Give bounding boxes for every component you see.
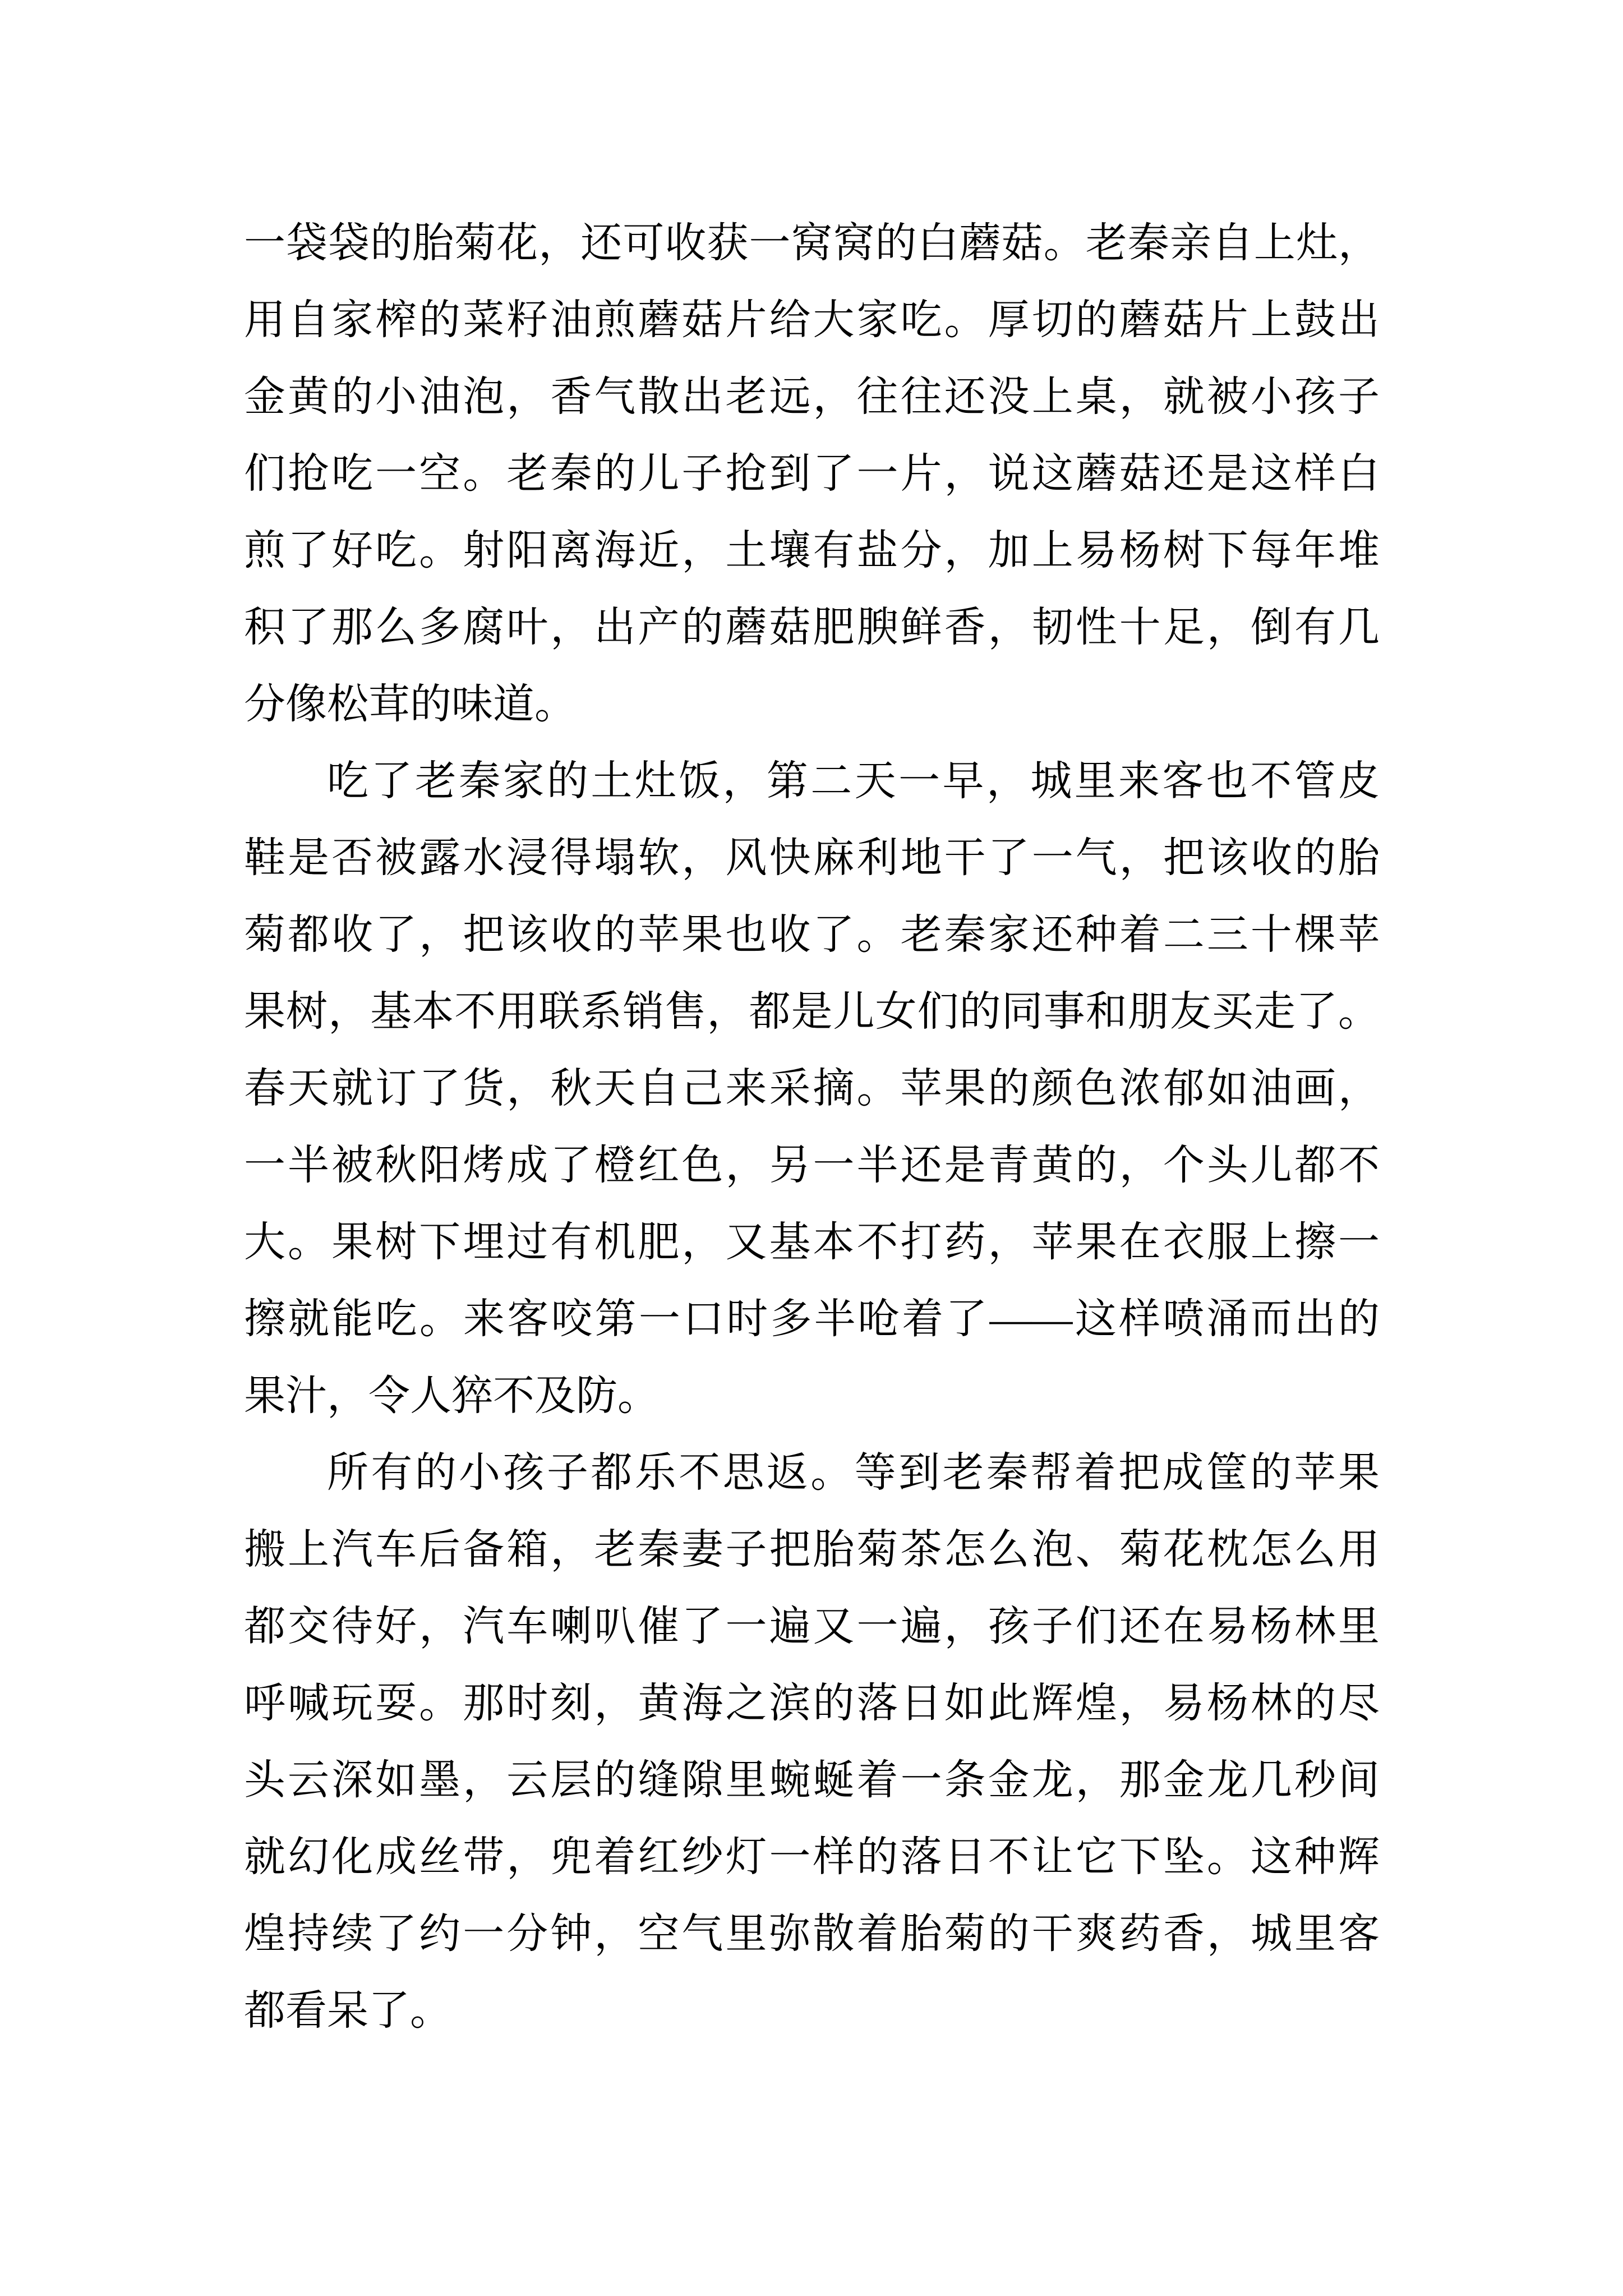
- paragraph-2: [244, 743, 1380, 1435]
- text-line: 分像松茸的味道。: [244, 682, 576, 728]
- text-line: 擦就能吃。来客咬第一口时多半呛着了——这样喷涌而出的: [244, 1296, 1380, 1342]
- paragraph-3: [244, 1435, 1380, 2050]
- text-line: 果汁，令人猝不及防。: [244, 1373, 659, 1419]
- text-line: 一半被秋阳烤成了橙红色，另一半还是青黄的，个头儿都不: [244, 1143, 1380, 1189]
- text-line: 吃了老秦家的土灶饭，第二天一早，城里来客也不管皮: [327, 758, 1380, 804]
- text-line: 搬上汽车后备箱，老秦妻子把胎菊茶怎么泡、菊花枕怎么用: [244, 1527, 1380, 1573]
- text-line: 菊都收了，把该收的苹果也收了。老秦家还种着二三十棵苹: [244, 912, 1380, 958]
- text-line: 果树，基本不用联系销售，都是儿女们的同事和朋友买走了。: [244, 989, 1380, 1035]
- text-line: 头云深如墨，云层的缝隙里蜿蜒着一条金龙，那金龙几秒间: [244, 1757, 1380, 1803]
- text-line: 们抢吃一空。老秦的儿子抢到了一片，说这蘑菇还是这样白: [244, 451, 1380, 497]
- text-line: 都看呆了。: [244, 1988, 451, 2034]
- text-line: 煌持续了约一分钟，空气里弥散着胎菊的干爽药香，城里客: [244, 1911, 1380, 1957]
- text-line: 呼喊玩耍。那时刻，黄海之滨的落日如此辉煌，易杨林的尽: [244, 1681, 1380, 1727]
- text-line: 就幻化成丝带，兜着红纱灯一样的落日不让它下坠。这种辉: [244, 1834, 1380, 1880]
- text-line: 都交待好，汽车喇叭催了一遍又一遍，孩子们还在易杨林里: [244, 1604, 1380, 1650]
- paragraph-1: [244, 205, 1380, 743]
- text-line: 积了那么多腐叶，出产的蘑菇肥腴鲜香，韧性十足，倒有几: [244, 605, 1380, 651]
- text-line: 春天就订了货，秋天自己来采摘。苹果的颜色浓郁如油画，: [244, 1066, 1380, 1112]
- text-line: 煎了好吃。射阳离海近，土壤有盐分，加上易杨树下每年堆: [244, 528, 1380, 574]
- text-line: 鞋是否被露水浸得塌软，风快麻利地干了一气，把该收的胎: [244, 835, 1380, 881]
- text-line: 金黄的小油泡，香气散出老远，往往还没上桌，就被小孩子: [244, 374, 1380, 420]
- text-line: 所有的小孩子都乐不思返。等到老秦帮着把成筐的苹果: [327, 1450, 1380, 1496]
- text-line: 用自家榨的菜籽油煎蘑菇片给大家吃。厚切的蘑菇片上鼓出: [244, 297, 1380, 343]
- text-line: 大。果树下埋过有机肥，又基本不打药，苹果在衣服上擦一: [244, 1220, 1380, 1266]
- text-line: 一袋袋的胎菊花，还可收获一窝窝的白蘑菇。老秦亲自上灶，: [244, 220, 1380, 266]
